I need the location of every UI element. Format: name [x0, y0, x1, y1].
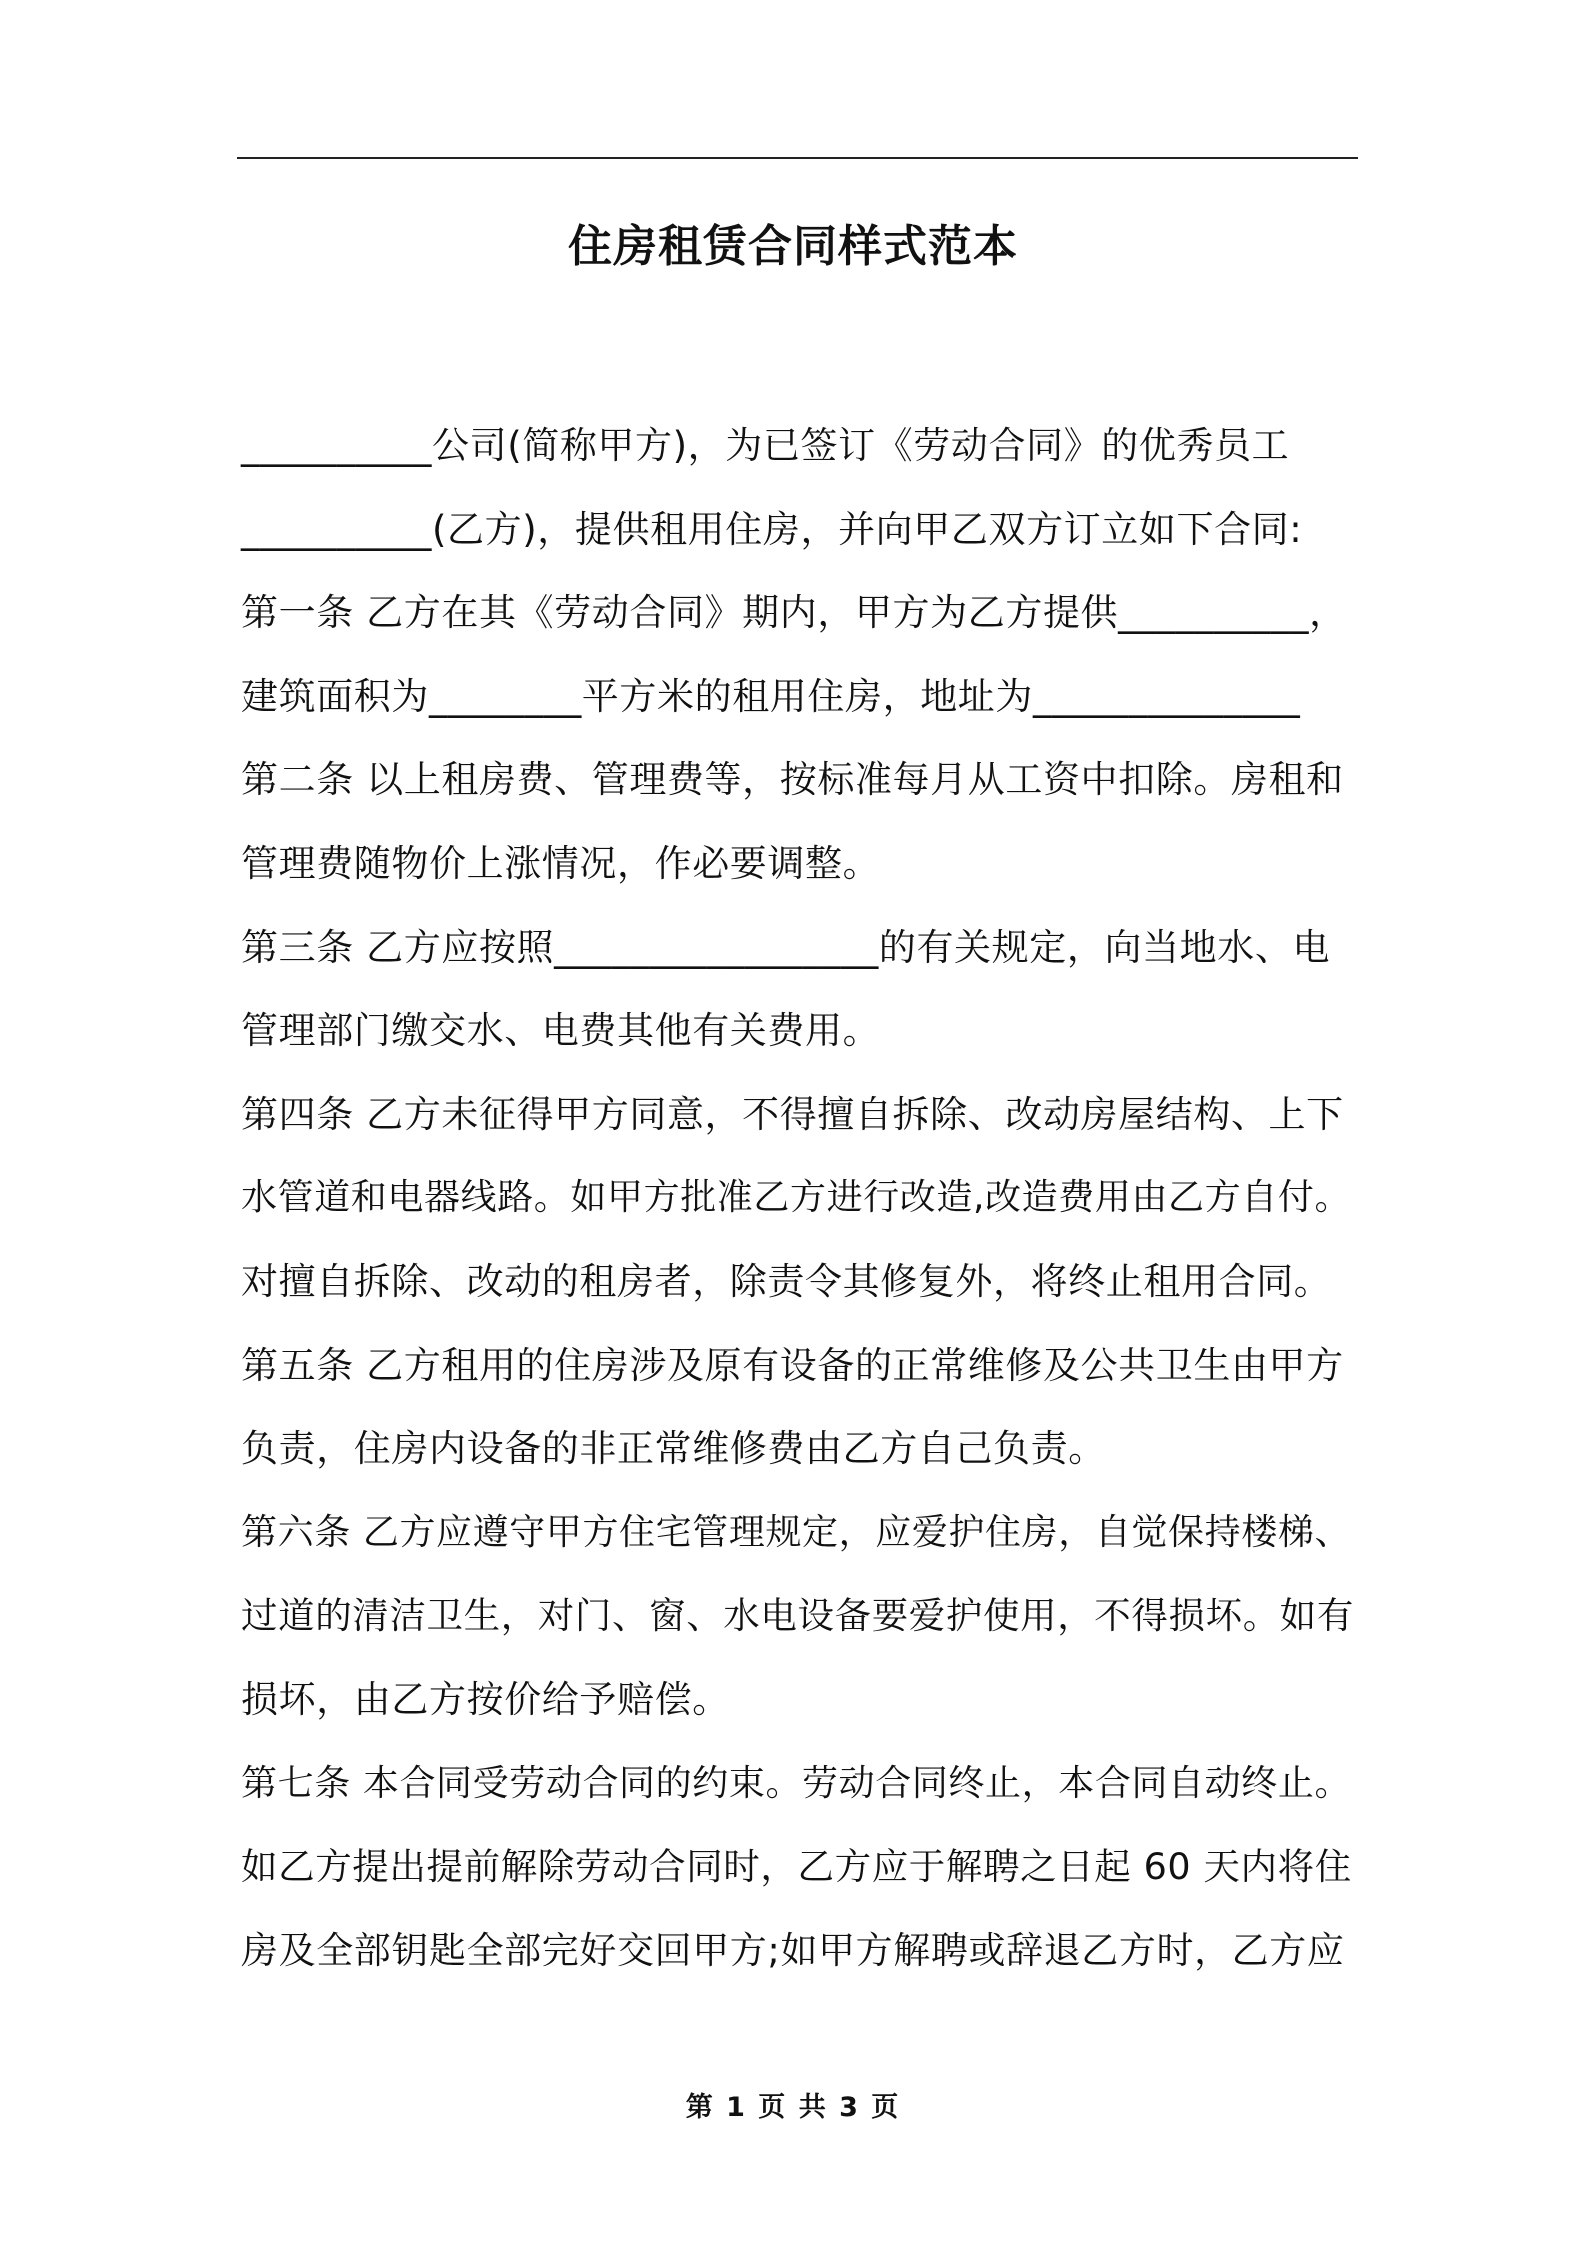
text-line: 第七条 本合同受劳动合同的约束。劳动合同终止，本合同自动终止。 [241, 1762, 1352, 1804]
header-rule [237, 157, 1358, 159]
text-line: 管理费随物价上涨情况，作必要调整。 [241, 841, 881, 885]
contract-body [241, 404, 1365, 1992]
text-line: 水管道和电器线路。如甲方批准乙方进行改造,改造费用由乙方自付。 [241, 1177, 1352, 1219]
text-line: 第三条 乙方应按照_________________的有关规定，向当地水、电 [241, 925, 1331, 969]
text-line: 损坏，由乙方按价给予赔偿。 [241, 1677, 730, 1721]
text-line: 负责，住房内设备的非正常维修费由乙方自己负责。 [241, 1427, 1106, 1471]
text-line: 第六条 乙方应遵守甲方住宅管理规定，应爱护住房，自觉保持楼梯、 [241, 1511, 1352, 1553]
text-line: 过道的清洁卫生，对门、窗、水电设备要爱护使用，不得损坏。如有 [241, 1594, 1354, 1638]
document-title: 住房租赁合同样式范本 [568, 221, 1018, 272]
text-line: 房及全部钥匙全部完好交回甲方;如甲方解聘或辞退乙方时，乙方应 [241, 1928, 1345, 1972]
text-line: 第一条 乙方在其《劳动合同》期内，甲方为乙方提供__________， [241, 591, 1347, 635]
text-line: __________公司(简称甲方)，为已签订《劳动合同》的优秀员工 [241, 424, 1290, 467]
text-line: 对擅自拆除、改动的租房者，除责令其修复外，将终止租用合同。 [241, 1259, 1332, 1303]
text-line: 第五条 乙方租用的住房涉及原有设备的正常维修及公共卫生由甲方 [241, 1343, 1344, 1387]
text-line: __________(乙方)，提供租用住房，并向甲乙双方订立如下合同: [241, 507, 1303, 551]
text-line: 第四条 乙方未征得甲方同意，不得擅自拆除、改动房屋结构、上下 [241, 1092, 1344, 1136]
page-number: 第 1 页 共 3 页 [685, 2092, 901, 2123]
text-line: 如乙方提出提前解除劳动合同时，乙方应于解聘之日起 60 天内将住 [241, 1845, 1352, 1889]
text-line: 建筑面积为________平方米的租用住房，地址为______________ [241, 674, 1301, 718]
text-line: 第二条 以上租房费、管理费等，按标准每月从工资中扣除。房租和 [241, 758, 1344, 802]
text-line: 管理部门缴交水、电费其他有关费用。 [241, 1009, 881, 1053]
